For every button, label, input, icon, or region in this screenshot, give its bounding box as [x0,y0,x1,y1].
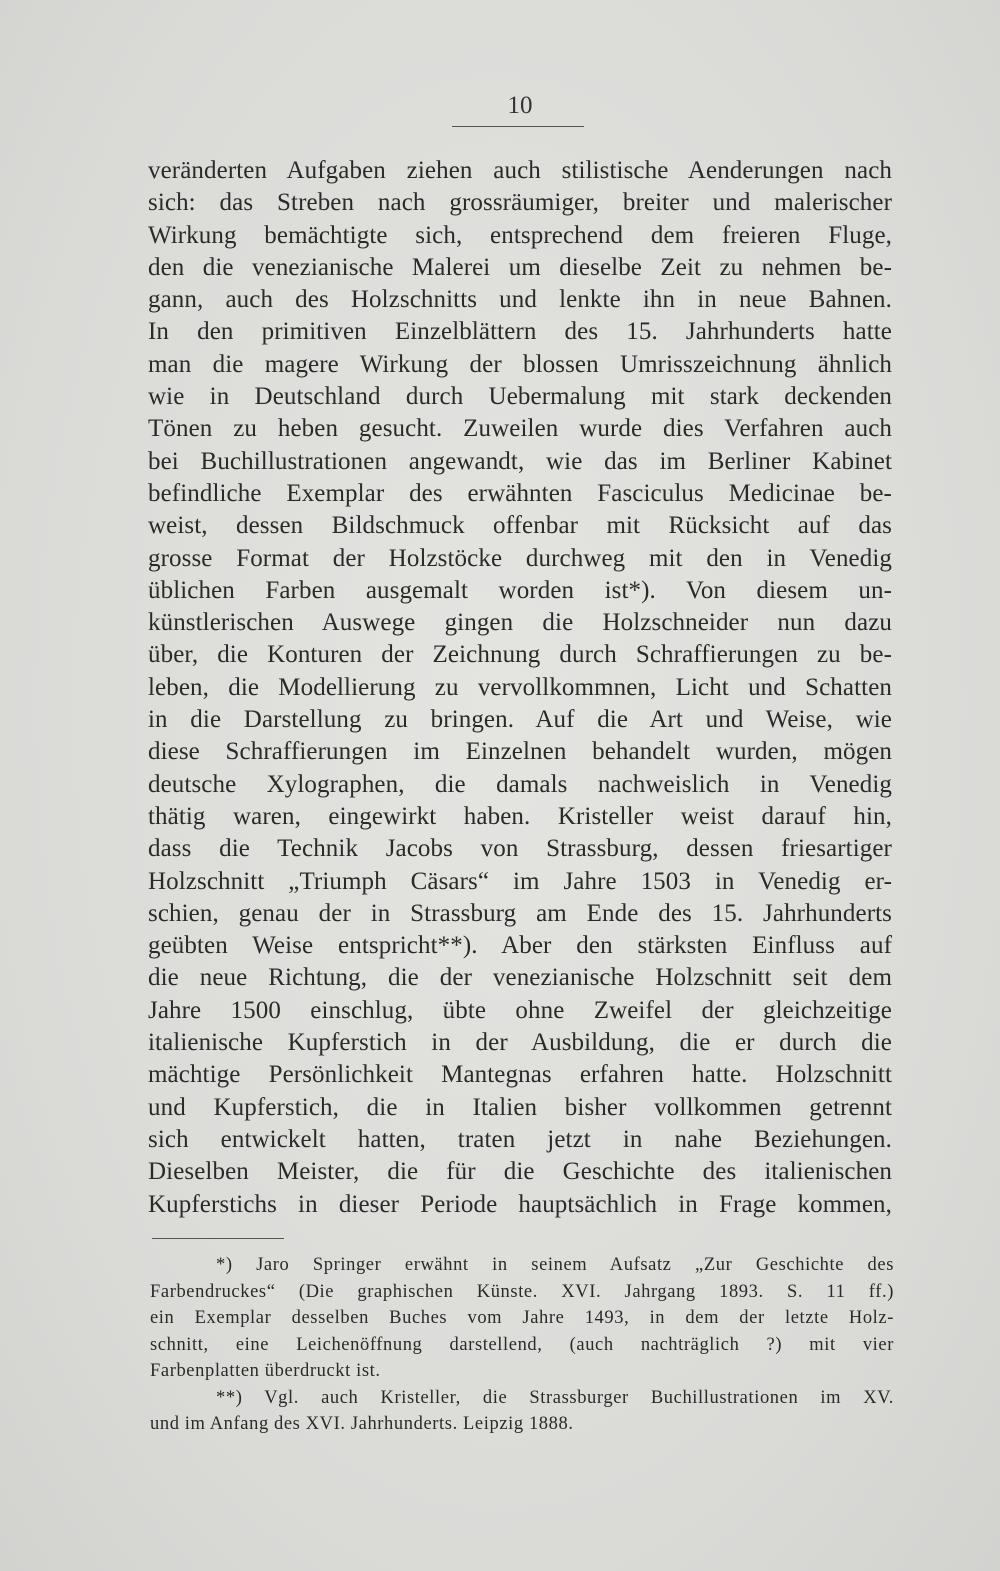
body-line: sich entwickelt hatten, traten jetzt in nahe Beziehungen. [148,1125,892,1153]
body-line: Kupferstichs in dieser Periode hauptsächlich in Frage kommen, [148,1190,892,1218]
body-line: Wirkung bemächtigte sich, entsprechend dem freieren Fluge, [148,221,892,249]
body-line: und Kupferstich, die in Italien bisher vollkommen getrennt [148,1093,892,1121]
body-line: gann, auch des Holzschnitts und lenkte ihn in neue Bahnen. [148,286,892,314]
body-line: geübten Weise entspricht**). Aber den stärksten Einfluss auf [148,932,892,960]
body-line: grosse Format der Holzstöcke durchweg mit den in Venedig [148,544,892,572]
body-line: italienische Kupferstich in der Ausbildung, die er durch die [148,1029,892,1057]
body-line: künstlerischen Auswege gingen die Holzschneider nun dazu [148,609,892,637]
footnotes [150,1252,894,1438]
body-line: thätig waren, eingewirkt haben. Kristeller weist darauf hin, [148,802,892,830]
body-line: Tönen zu heben gesucht. Zuweilen wurde dies Verfahren auch [148,415,892,443]
body-line: sich: das Streben nach grossräumiger, breiter und malerischer [148,189,892,217]
body-line: diese Schraffierungen im Einzelnen behandelt wurden, mögen [148,738,892,766]
footnote-line: **) Vgl. auch Kristeller, die Strassburger Buchillustrationen im XV. [216,1387,894,1408]
body-line: wie in Deutschland durch Uebermalung mit stark deckenden [148,383,892,411]
body-line: deutsche Xylographen, die damals nachweislich in Venedig [148,770,892,798]
body-line: leben, die Modellierung zu vervollkommnen, Licht und Schatten [148,673,892,701]
body-line: den die venezianische Malerei um dieselbe Zeit zu nehmen be- [148,253,892,281]
body-line: bei Buchillustrationen angewandt, wie das im Berliner Kabinet [148,447,892,475]
body-line: die neue Richtung, die der venezianische Holzschnitt seit dem [148,964,892,992]
body-line: man die magere Wirkung der blossen Umrisszeichnung ähnlich [148,350,892,378]
footnote-line: schnitt, eine Leichenöffnung darstellend, (auch nachträglich ?) mit vier [150,1334,894,1355]
body-line: schien, genau der in Strassburg am Ende des 15. Jahrhunderts [148,899,892,927]
footnote-line: und im Anfang des XVI. Jahrhunderts. Leipzig 1888. [150,1414,574,1434]
body-line: Jahre 1500 einschlug, übte ohne Zweifel der gleichzeitige [148,996,892,1024]
footnote-rule [152,1238,284,1239]
body-text [148,155,892,1221]
footnote-line: *) Jaro Springer erwähnt in seinem Aufsatz „Zur Geschichte des [216,1255,894,1275]
body-line: mächtige Persönlichkeit Mantegnas erfahren hatte. Holzschnitt [148,1061,892,1089]
body-line: veränderten Aufgaben ziehen auch stilistische Aenderungen nach [148,157,892,184]
body-line: In den primitiven Einzelblättern des 15. Jahrhunderts hatte [148,318,892,346]
body-line: weist, dessen Bildschmuck offenbar mit Rücksicht auf das [148,512,892,540]
header-rule [452,126,584,127]
body-line: dass die Technik Jacobs von Strassburg, dessen friesartiger [148,835,892,863]
body-line: befindliche Exemplar des erwähnten Fasciculus Medicinae be- [148,479,892,507]
body-line: in die Darstellung zu bringen. Auf die Art und Weise, wie [148,706,892,734]
body-line: über, die Konturen der Zeichnung durch Schraffierungen zu be- [148,641,892,669]
footnote-line: Farbendruckes“ (Die graphischen Künste. XVI. Jahrgang 1893. S. 11 ff.) [150,1281,894,1302]
page-number: 10 [507,92,533,119]
footnote-line: ein Exemplar desselben Buches vom Jahre 1493, in dem der letzte Holz- [150,1308,894,1328]
footnote-line: Farbenplatten überdruckt ist. [150,1361,381,1381]
body-line: Holzschnitt „Triumph Cäsars“ im Jahre 1503 in Venedig er- [148,867,892,895]
body-line: Dieselben Meister, die für die Geschichte des italienischen [148,1158,892,1186]
body-line: üblichen Farben ausgemalt worden ist*). Von diesem un- [148,576,892,604]
